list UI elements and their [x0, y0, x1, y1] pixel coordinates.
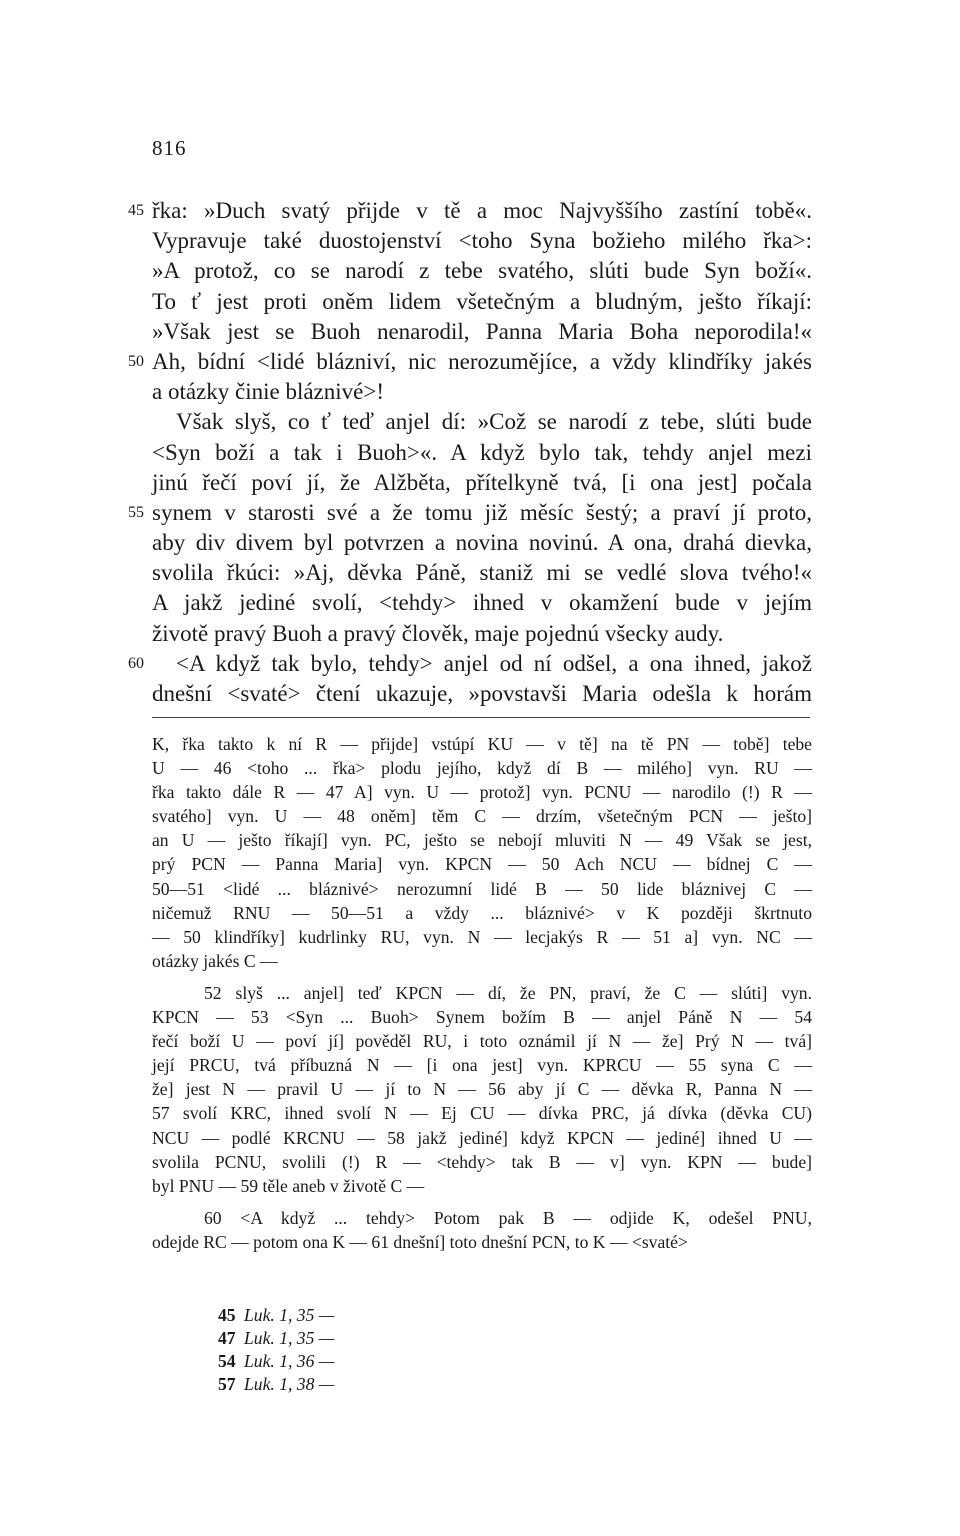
- line-text: <A když tak bylo, tehdy> anjel od ní odšel, a ona ihned, jakož: [176, 650, 812, 676]
- note-line: svatého] vyn. U — 48 oněm] těm C — drzím, všetečným PCN — ješto]: [152, 806, 812, 827]
- text-line: [152, 377, 812, 407]
- line-text: <Syn boží a tak i Buoh>«. A když bylo tak, tehdy anjel mezi: [152, 439, 812, 465]
- line-number: 55: [128, 503, 144, 521]
- text-line: [128, 649, 812, 679]
- reference-number: 47: [218, 1328, 236, 1348]
- text-line: [152, 558, 812, 588]
- text-line: [152, 468, 812, 498]
- line-text: Ah, bídní <lidé blázniví, nic nerozumějíce, a vždy klindříky jakés: [152, 348, 812, 374]
- line-text: Vypravuje také duostojenství <toho Syna božieho milého řka>:: [152, 228, 812, 254]
- note-line: svolila PCNU, svolili (!) R — <tehdy> tak B — v] vyn. KPN — bude]: [152, 1151, 812, 1172]
- bible-references: [218, 1304, 334, 1396]
- note-line: an U — ješto říkají] vyn. PC, ješto se nebojí mluviti N — 49 Však se jest,: [152, 830, 812, 851]
- line-text: dnešní <svaté> čtení ukazuje, »povstavši Maria odešla k horám: [152, 681, 812, 706]
- reference-line: [218, 1327, 334, 1350]
- note-line: K, řka takto k ní R — přijde] vstúpí KU — v tě] na tě PN — tobě] tebe: [152, 734, 812, 754]
- text-line: [152, 226, 812, 256]
- note-line: odejde RC — potom ona K — 61 dnešní] toto dnešní PCN, to K — <svaté>: [152, 1231, 688, 1252]
- line-text: řka: »Duch svatý přijde v tě a moc Najvyššího zastíní tobě«.: [152, 198, 812, 223]
- note-line: řka takto dále R — 47 A] vyn. U — protož] vyn. PCNU — narodilo (!) R —: [152, 782, 812, 803]
- text-line: [152, 619, 812, 649]
- text-line: [128, 347, 812, 377]
- reference-number: 45: [218, 1305, 236, 1325]
- reference-line: [218, 1373, 334, 1396]
- note-line: KPCN — 53 <Syn ... Buoh> Synem božím B — anjel Páně N — 54: [152, 1007, 812, 1028]
- note-line: prý PCN — Panna Maria] vyn. KPCN — 50 Ach NCU — bídnej C —: [152, 854, 812, 875]
- note-line: ničemuž RNU — 50—51 a vždy ... bláznivé> v K později škrtnuto: [152, 902, 812, 923]
- text-line: [152, 679, 812, 709]
- line-number: 50: [128, 352, 144, 370]
- note-line: 57 svolí KRC, ihned svolí N — Ej CU — dívka PRC, já dívka (děvka CU): [152, 1103, 812, 1124]
- line-text: jinú řečí poví jí, že Alžběta, přítelkyně tvá, [i ona jest] počala: [152, 469, 812, 495]
- reference-number: 57: [218, 1374, 236, 1394]
- note-line: 60 <A když ... tehdy> Potom pak B — odjide K, odešel PNU,: [204, 1207, 812, 1228]
- text-line: [152, 317, 812, 347]
- line-text: »A protož, co se narodí z tebe svatého, slúti bude Syn boží«.: [152, 258, 812, 284]
- line-text: To ť jest proti oněm lidem všetečným a bludným, ješto říkají:: [152, 288, 812, 314]
- note-line: že] jest N — pravil U — jí to N — 56 aby jí C — děvka R, Panna N —: [152, 1079, 812, 1100]
- reference-text: Luk. 1, 35 —: [244, 1305, 335, 1325]
- line-text: »Však jest se Buoh nenarodil, Panna Maria Boha neporodila!«: [152, 318, 812, 344]
- line-text: Však slyš, co ť teď anjel dí: »Což se narodí z tebe, slúti bude: [176, 409, 812, 435]
- text-line: [152, 256, 812, 286]
- main-text: [128, 196, 812, 709]
- reference-line: [218, 1350, 334, 1373]
- critical-apparatus: [152, 732, 812, 1254]
- note-line: její PRCU, tvá příbuzná N — [i ona jest] vyn. KPRCU — 55 syna C —: [152, 1055, 812, 1076]
- reference-line: [218, 1304, 334, 1327]
- text-line: [152, 528, 812, 558]
- text-line: [152, 588, 812, 618]
- line-number: 60: [128, 654, 144, 672]
- footnote-rule: [152, 717, 810, 718]
- note-line: 50—51 <lidé ... bláznivé> nerozumní lidé B — 50 lide bláznivej C —: [152, 878, 812, 899]
- note-line: řečí boží U — poví jí] pověděl RU, i toto oznámil jí N — že] Prý N — tvá]: [152, 1031, 812, 1052]
- line-number: 45: [128, 202, 144, 219]
- reference-number: 54: [218, 1351, 236, 1371]
- text-line: [152, 438, 812, 468]
- reference-text: Luk. 1, 36 —: [244, 1351, 335, 1371]
- note-line: 52 slyš ... anjel] teď KPCN — dí, že PN, praví, že C — slúti] vyn.: [204, 982, 812, 1003]
- line-text: životě pravý Buoh a pravý člověk, maje pojednú všecky audy.: [152, 620, 724, 646]
- note-line: otázky jakés C —: [152, 950, 278, 971]
- line-text: synem v starosti své a že tomu již měsíc šestý; a praví jí proto,: [152, 499, 812, 525]
- page-number: 816: [152, 136, 187, 160]
- text-line: [152, 287, 812, 317]
- reference-text: Luk. 1, 35 —: [244, 1328, 335, 1348]
- note-line: U — 46 <toho ... řka> plodu jejího, když dí B — milého] vyn. RU —: [152, 758, 812, 779]
- line-text: a otázky činie bláznivé>!: [152, 379, 384, 405]
- note-line: byl PNU — 59 těle aneb v životě C —: [152, 1175, 425, 1196]
- line-text: aby div divem byl potvrzen a novina novinú. A ona, drahá dievka,: [152, 530, 812, 556]
- text-line: [128, 196, 812, 226]
- line-text: A jakž jediné svolí, <tehdy> ihned v okamžení bude v jejím: [152, 590, 812, 616]
- note-line: — 50 klindříky] kudrlinky RU, vyn. N — lecjakýs R — 51 a] vyn. NC —: [152, 926, 812, 947]
- reference-text: Luk. 1, 38 —: [244, 1374, 335, 1394]
- note-line: NCU — podlé KRCNU — 58 jakž jediné] když KPCN — jediné] ihned U —: [152, 1127, 812, 1148]
- text-line: [152, 407, 812, 437]
- text-line: [128, 498, 812, 528]
- line-text: svolila řkúci: »Aj, děvka Páně, staniž mi se vedlé slova tvého!«: [152, 560, 812, 586]
